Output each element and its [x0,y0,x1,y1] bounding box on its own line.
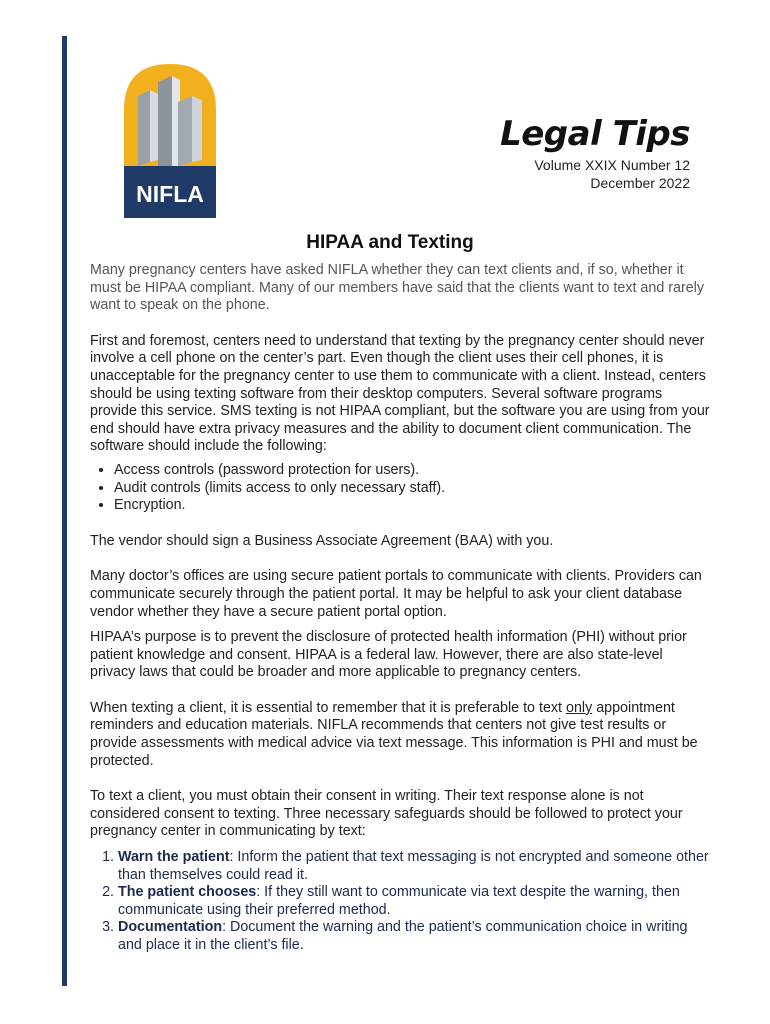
newsletter-masthead [500,112,690,192]
paragraph-baa: The vendor should sign a Business Associate Agreement (BAA) with you. [90,532,554,549]
newsletter-title: Legal Tips [500,114,690,154]
list-item: • Audit controls (limits access to only necessary staff). [114,480,710,498]
paragraph-texting-content [90,700,710,770]
issue-date: December 2022 [590,175,690,191]
article-body [90,262,710,955]
step-label: Documentation [118,919,223,936]
article-heading: HIPAA and Texting [306,232,474,253]
step-label: The patient chooses [118,884,257,901]
text-run: appointment reminders and education materials. NIFLA recommends that centers not give test results or provide assessments with medical advice via text message. This information is PHI and must be protected. [90,699,698,769]
underlined-word: only [566,699,593,716]
step-text: : Document the warning and the patient’s communication choice in writing and place it in the client’s file. [118,919,688,953]
list-item [118,849,710,884]
intro-paragraph: Many pregnancy centers have asked NIFLA whether they can text clients and, if so, whether it must be HIPAA compliant. Many of our members have said that the clients want to text and rarely want to speak on the phone. [90,262,704,314]
nifla-logo-graphic [120,62,220,218]
list-item [118,884,710,919]
safeguards-list [90,849,710,955]
step-label: Warn the patient [118,849,230,866]
left-margin-rule [62,36,67,986]
list-item: • Access controls (password protection for users). [114,462,710,480]
paragraph-hipaa-purpose: HIPAA’s purpose is to prevent the disclosure of protected health information (PHI) without prior patient knowledge and consent. HIPAA is a federal law. However, there are also state-level privacy laws that could be broader and more applicable to pregnancy centers. [90,629,687,681]
text-run: When texting a client, it is essential to remember that it is preferable to text [90,699,566,716]
step-text: : Inform the patient that text messaging is not encrypted and someone other than themselves could read it. [118,849,709,883]
paragraph-patient-portals: Many doctor’s offices are using secure patient portals to communicate with clients. Providers can communicate securely through the patient portal. It may be helpful to ask your client database vendor whether they have a secure patient portal option. [90,568,702,620]
list-item: • Encryption. [114,497,710,515]
list-item [118,919,710,954]
nifla-logo [120,62,220,218]
software-requirements-list [90,462,710,515]
paragraph-consent: To text a client, you must obtain their consent in writing. Their text response alone is not considered consent to texting. Three necessary safeguards should be followed to protect your pregnancy center in communicating by text: [90,788,683,840]
paragraph-texting-software: First and foremost, centers need to understand that texting by the pregnancy center should never involve a cell phone on the center’s part. Even though the client uses their cell phones, it is unacceptable for the pregnancy center to use them to communicate with a client. Instead, centers should be using texting software from their desktop computers. Several software programs provide this service. SMS texting is not HIPAA compliant, but the software you are using from your end should have extra privacy measures and the ability to document client communication. The software should include the following: [90,332,710,455]
step-text: : If they still want to communicate via text despite the warning, then communicate using their preferred method. [118,884,680,918]
logo-text: NIFLA [136,181,204,207]
volume-number: Volume XXIX Number 12 [534,157,690,173]
